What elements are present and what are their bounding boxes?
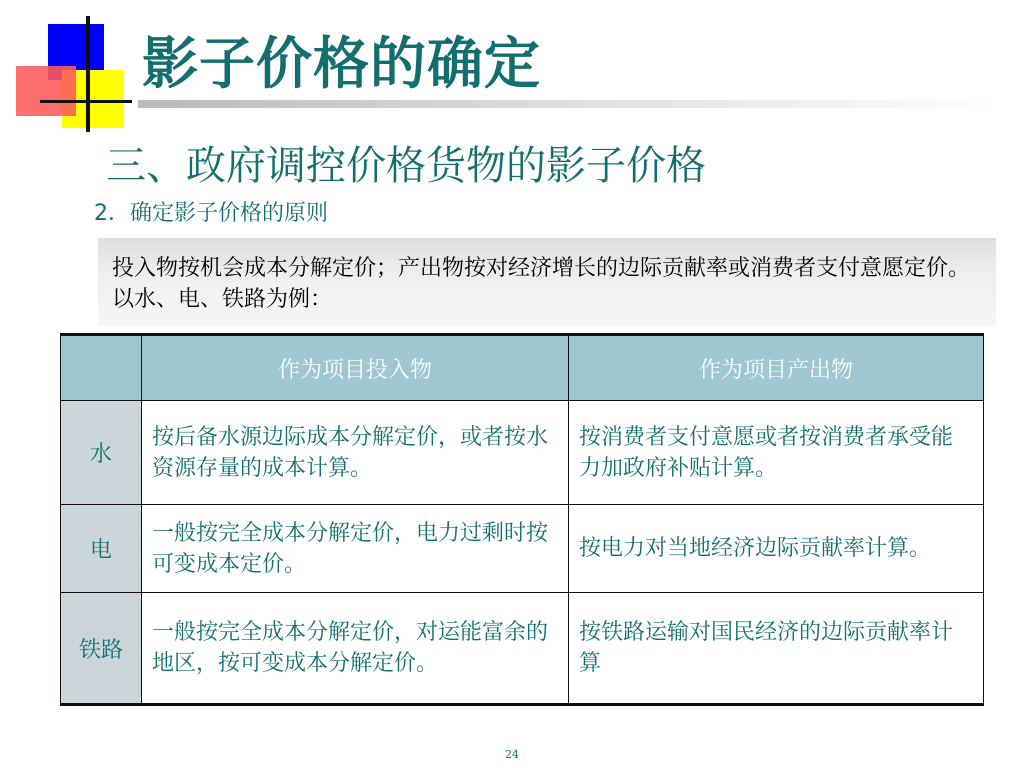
- water-input-cell: 按后备水源边际成本分解定价，或者按水资源存量的成本计算。: [142, 401, 569, 505]
- logo-horizontal-line: [40, 100, 132, 103]
- row-label-water: 水: [61, 401, 142, 505]
- header-corner-cell: [61, 335, 142, 401]
- table-row-railway: [61, 593, 984, 705]
- logo-vertical-line: [86, 16, 90, 132]
- header-input-cell: 作为项目投入物: [142, 335, 569, 401]
- title-underline: [138, 100, 998, 108]
- electricity-output-cell: 按电力对当地经济边际贡献率计算。: [569, 505, 984, 593]
- table-row-water: [61, 401, 984, 505]
- water-output-cell: 按消费者支付意愿或者按消费者承受能力加政府补贴计算。: [569, 401, 984, 505]
- row-label-railway: 铁路: [61, 593, 142, 705]
- principle-heading: 2．确定影子价格的原则: [94, 201, 328, 226]
- table-header-row: [61, 335, 984, 401]
- logo-red-square: [16, 66, 76, 116]
- slide-title: 影子价格的确定: [142, 32, 541, 97]
- principle-note: 投入物按机会成本分解定价；产出物按对经济增长的边际贡献率或消费者支付意愿定价。以水、电、铁路为例：: [98, 238, 996, 326]
- electricity-input-cell: 一般按完全成本分解定价，电力过剩时按可变成本定价。: [142, 505, 569, 593]
- shadow-price-table: [60, 333, 984, 706]
- railway-output-cell: 按铁路运输对国民经济的边际贡献率计算: [569, 593, 984, 705]
- slide-subtitle: 三、政府调控价格货物的影子价格: [106, 143, 706, 189]
- row-label-electricity: 电: [61, 505, 142, 593]
- table-row-electricity: [61, 505, 984, 593]
- header-output-cell: 作为项目产出物: [569, 335, 984, 401]
- page-number: 24: [505, 748, 519, 761]
- railway-input-cell: 一般按完全成本分解定价，对运能富余的地区，按可变成本分解定价。: [142, 593, 569, 705]
